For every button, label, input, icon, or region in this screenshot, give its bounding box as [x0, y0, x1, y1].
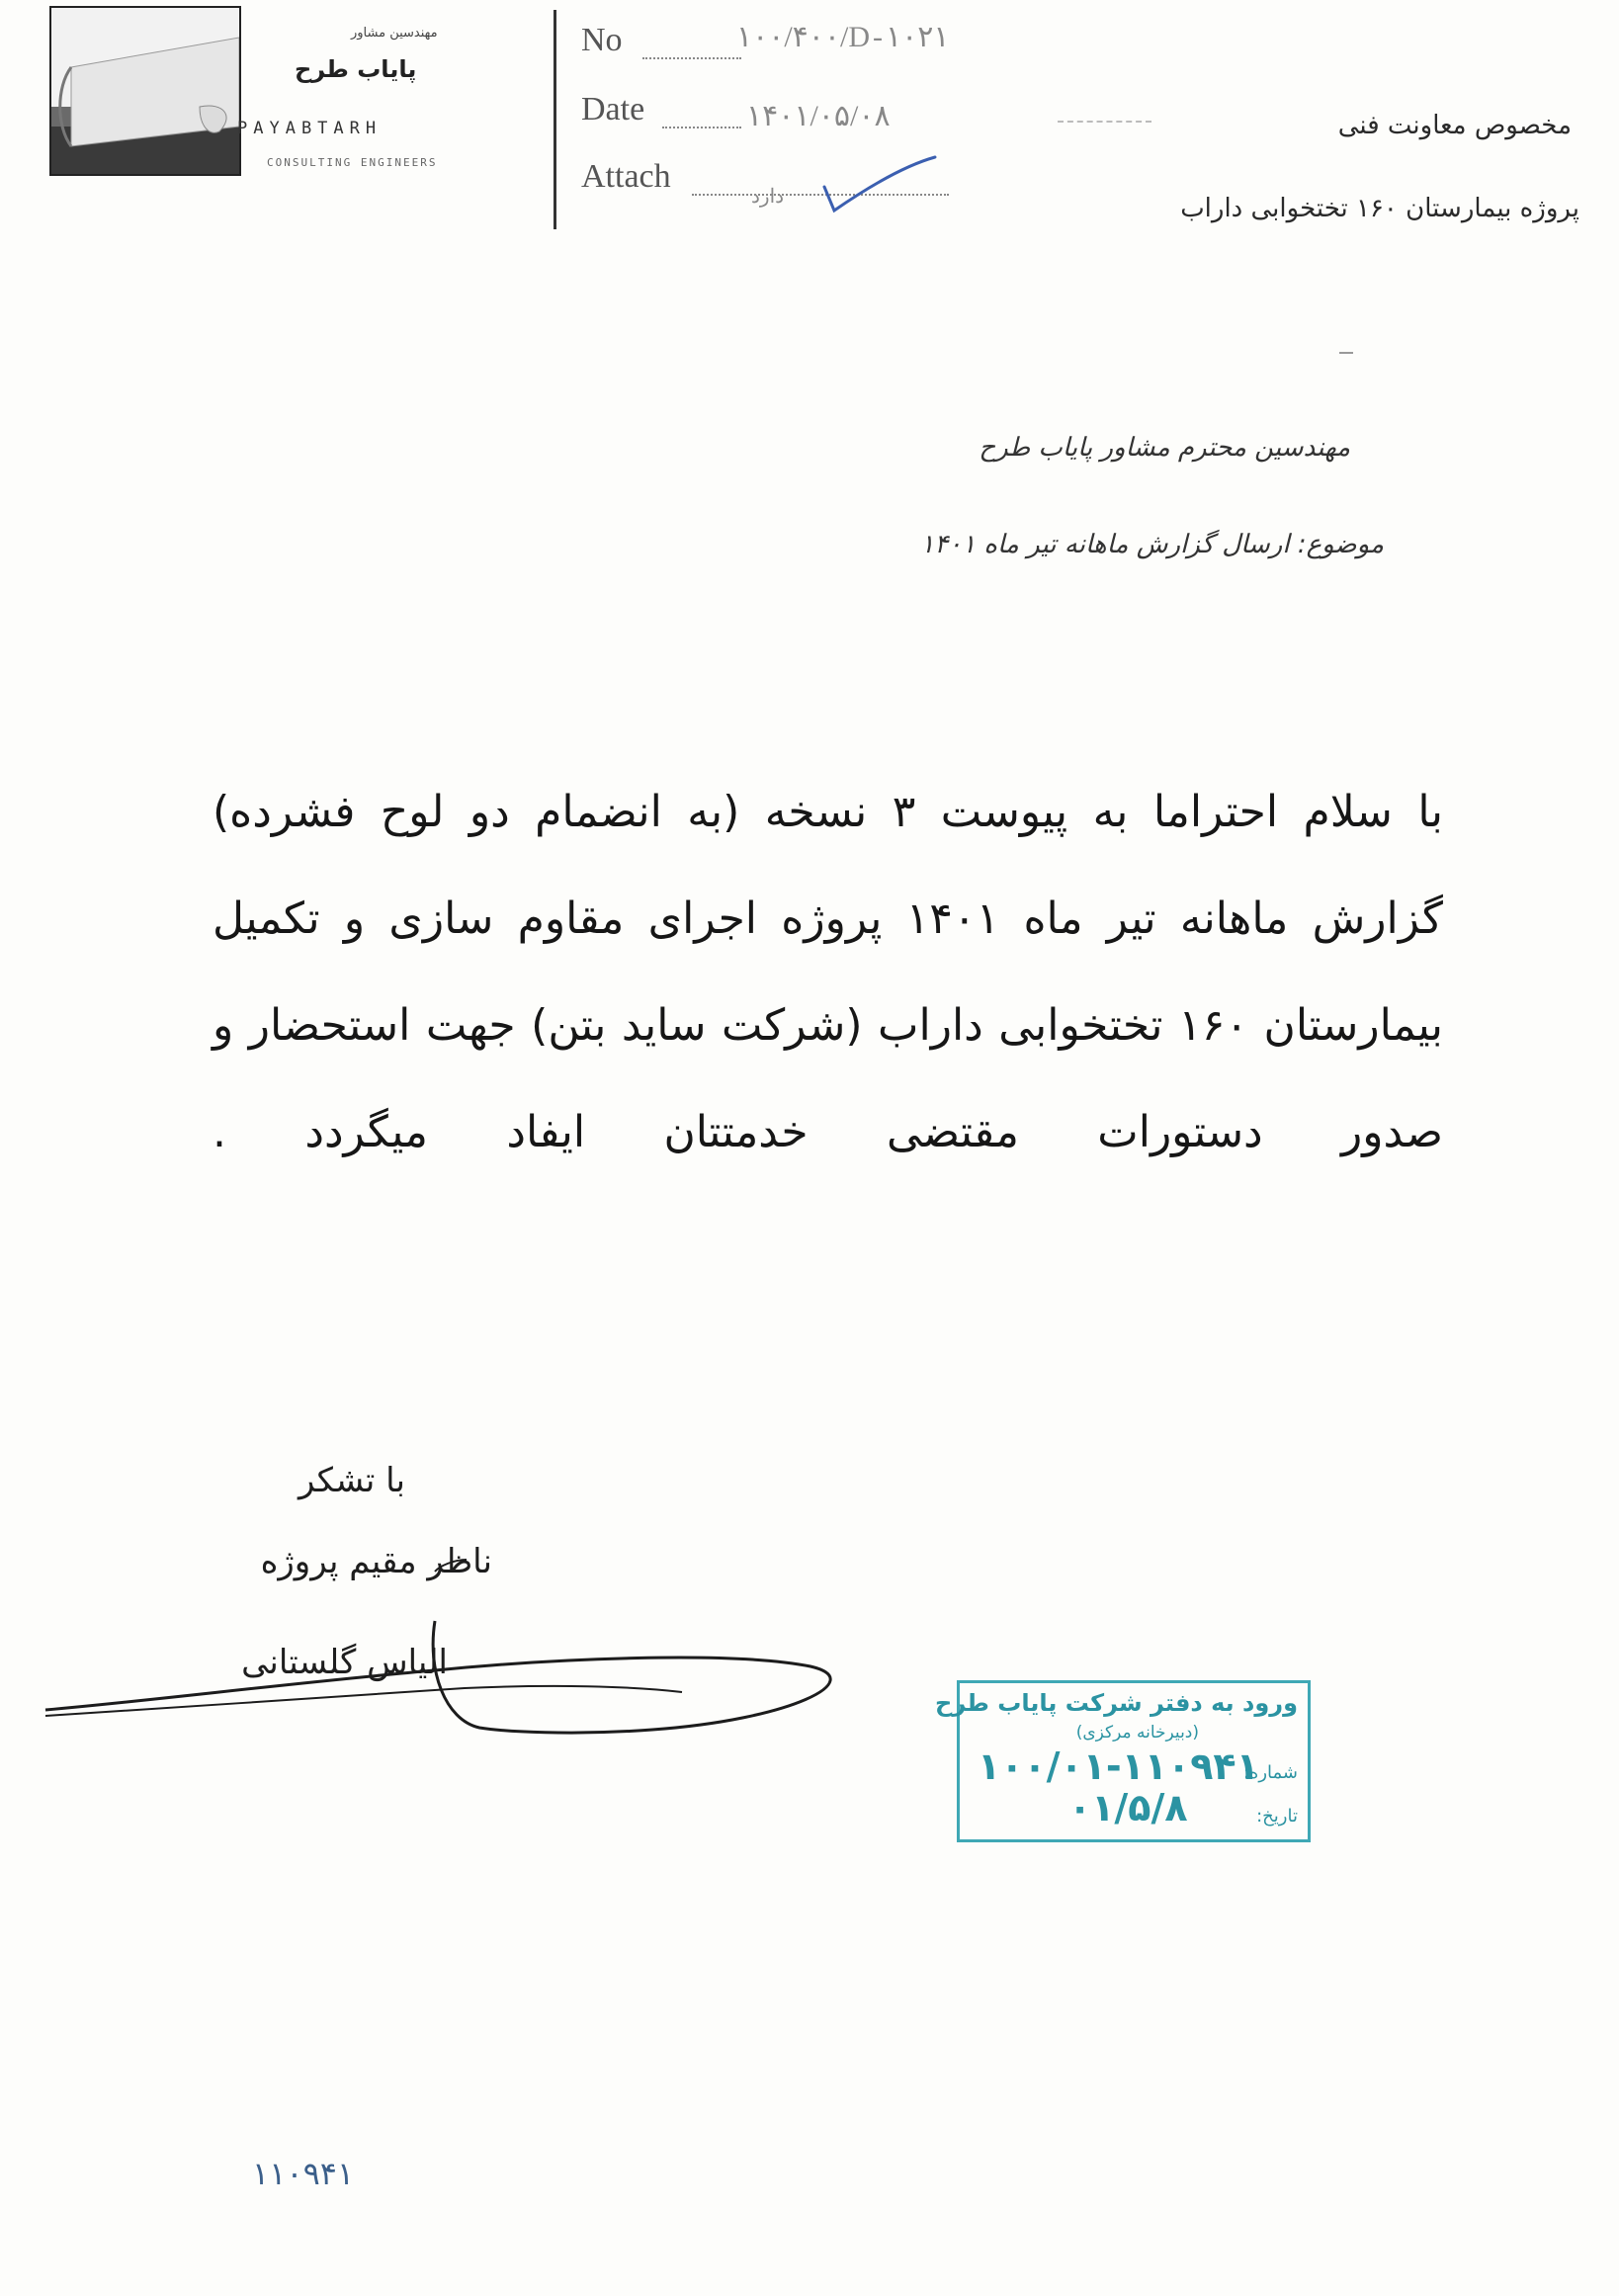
- body-paragraph: با سلام احتراما به پیوست ۳ نسخه (به انضمام دو لوح فشرده) گزارش ماهانه تیر ماه ۱۴۰۱ پروژه اجرای مقاوم سازی و تکمیل بیمارستان ۱۶۰ تختخوابی داراب (شرکت ساید بتن) جهت استحضار و صدور دستورات مقتضی خدمتتان ایفاد میگردد .: [213, 787, 1443, 1157]
- receipt-stamp: [935, 1680, 1311, 1842]
- company-tagline: مهندسین مشاور: [351, 26, 438, 41]
- date-value: ۱۴۰۱/۰۵/۰۸: [746, 100, 891, 132]
- attach-value: دارد: [751, 186, 785, 208]
- handwritten-signature: [40, 1552, 850, 1809]
- header-right-line1: مخصوص معاونت فنی: [1337, 111, 1572, 140]
- stamp-number-value: ۱۰۰/۰۱-۱۱۰۹۴۱: [978, 1744, 1259, 1788]
- footer-number: ۱۱۰۹۴۱: [252, 2155, 355, 2192]
- company-subtitle: CONSULTING ENGINEERS: [267, 156, 438, 169]
- closing-name: الیاس گلستانی: [241, 1643, 448, 1682]
- no-label: No: [581, 22, 623, 58]
- header-right-line2: پروژه بیمارستان ۱۶۰ تختخوابی داراب: [1180, 194, 1579, 223]
- closing-thanks: با تشکر: [298, 1461, 405, 1500]
- company-name: پایاب طرح: [295, 55, 417, 83]
- no-value: ۱۰۰/۴۰۰/D-۱۰۲۱: [736, 21, 950, 53]
- date-dots: [662, 125, 741, 128]
- date-label: Date: [581, 91, 645, 128]
- company-logo: [49, 6, 241, 176]
- letterhead-divider: [554, 10, 556, 229]
- fold-mark: [1339, 352, 1353, 354]
- stamp-title: ورود به دفتر شرکت پایاب طرح: [935, 1689, 1298, 1717]
- stamp-date-value: ۰۱/۵/۸: [1068, 1786, 1188, 1829]
- stamp-number-label: شماره:: [1242, 1762, 1298, 1783]
- stamp-subtitle: (دبیرخانه مرکزی): [1075, 1723, 1199, 1743]
- header-right-underline: [1058, 121, 1151, 128]
- addressee-line: مهندسین محترم مشاور پایاب طرح: [979, 433, 1350, 463]
- attach-label: Attach: [581, 158, 671, 195]
- stamp-date-label: تاریخ:: [1256, 1806, 1298, 1827]
- subject-line: موضوع: ارسال گزارش ماهانه تیر ماه ۱۴۰۱: [920, 530, 1384, 559]
- company-latin-name: PAYABTARH: [237, 119, 383, 138]
- check-mark-icon: [820, 153, 939, 222]
- closing-title: ناظر مقیم پروژه: [260, 1542, 492, 1581]
- no-dots: [642, 55, 741, 59]
- logo-graphic: [51, 8, 239, 174]
